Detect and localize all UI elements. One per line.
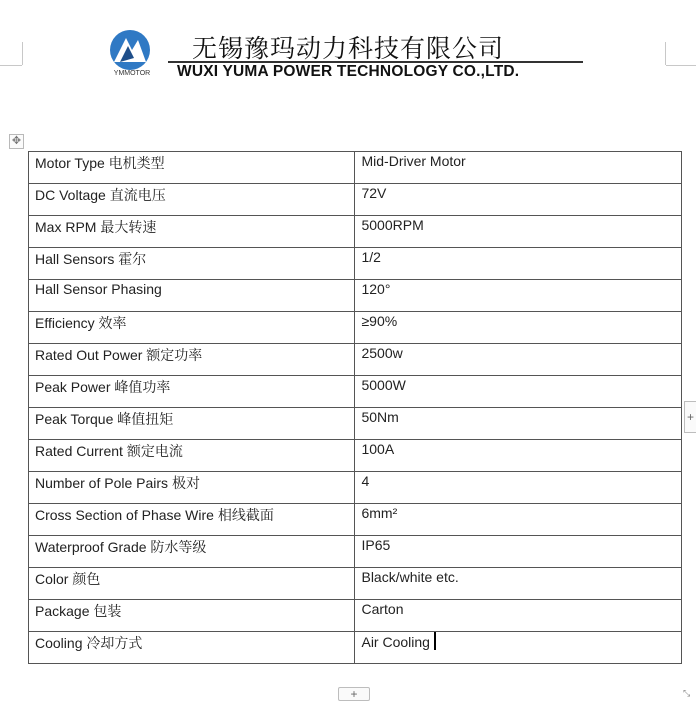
spec-value-cell[interactable] [355,312,682,344]
page-corner-mark [666,65,696,66]
spec-value: Carton [361,601,404,617]
spec-label: Max RPM 最大转速 [35,219,157,235]
spec-value: 4 [361,473,370,489]
spec-label-cell[interactable] [29,344,355,376]
spec-label: Waterproof Grade 防水等级 [35,539,207,555]
spec-label: Motor Type 电机类型 [35,155,165,171]
table-row [29,632,682,664]
table-row [29,248,682,280]
add-column-button[interactable]: + [684,401,696,433]
logo-text: YMMOTOR [113,70,151,77]
table-row [29,472,682,504]
spec-label-cell[interactable] [29,600,355,632]
spec-value-cell[interactable] [355,376,682,408]
spec-value: 6mm² [361,505,398,521]
spec-value-cell[interactable] [355,344,682,376]
spec-label-cell[interactable] [29,536,355,568]
table-move-handle-icon[interactable]: ✥ [9,134,24,149]
spec-label: Hall Sensor Phasing [35,281,162,297]
spec-label: Color 颜色 [35,571,101,587]
spec-label-cell[interactable] [29,376,355,408]
spec-value: 5000RPM [361,217,424,233]
page-corner-mark [0,65,22,66]
spec-value: Mid-Driver Motor [361,153,466,169]
spec-value-cell[interactable] [355,152,682,184]
spec-label: Hall Sensors 霍尔 [35,251,147,267]
spec-label: Peak Torque 峰值扭矩 [35,411,174,427]
spec-label-cell[interactable] [29,408,355,440]
spec-label: Package 包装 [35,603,122,619]
spec-value-cell[interactable] [355,632,682,664]
spec-value: 50Nm [361,409,399,425]
company-name-en: WUXI YUMA POWER TECHNOLOGY CO.,LTD. [177,63,520,80]
company-name-cn: 无锡豫玛动力科技有限公司 [192,34,505,63]
spec-label: Cooling 冷却方式 [35,635,143,651]
table-row [29,376,682,408]
spec-label-cell[interactable] [29,152,355,184]
table-row [29,184,682,216]
spec-value: 120° [361,281,391,297]
table-row [29,568,682,600]
spec-value: 2500w [361,345,403,361]
spec-value-cell[interactable] [355,504,682,536]
table-row [29,152,682,184]
spec-value-cell[interactable] [355,408,682,440]
spec-value: Air Cooling [361,634,430,650]
spec-value: Black/white etc. [361,569,459,585]
table-row [29,216,682,248]
table-row [29,440,682,472]
page-corner-mark [665,42,666,65]
table-row [29,344,682,376]
spec-value: 100A [361,441,395,457]
page-corner-mark [22,42,23,65]
spec-value-cell[interactable] [355,280,682,312]
spec-value-cell[interactable] [355,248,682,280]
spec-label-cell[interactable] [29,280,355,312]
spec-value-cell[interactable] [355,440,682,472]
text-cursor [434,632,436,650]
spec-label: Peak Power 峰值功率 [35,379,171,395]
add-row-button[interactable]: + [338,687,370,701]
table-row [29,312,682,344]
spec-label: Efficiency 效率 [35,315,127,331]
spec-label: Rated Out Power 额定功率 [35,347,203,363]
spec-label: DC Voltage 直流电压 [35,187,166,203]
spec-value-cell[interactable] [355,216,682,248]
spec-value: 5000W [361,377,406,393]
spec-value: ≥90% [361,313,398,329]
spec-label-cell[interactable] [29,248,355,280]
spec-label-cell[interactable] [29,472,355,504]
spec-label: Cross Section of Phase Wire 相线截面 [35,507,274,523]
spec-value-cell[interactable] [355,184,682,216]
spec-value-cell[interactable] [355,600,682,632]
table-resize-icon[interactable]: ⤡ [683,688,691,698]
spec-value: 1/2 [361,249,381,265]
table-row [29,504,682,536]
spec-label-cell[interactable] [29,568,355,600]
spec-table [28,151,682,664]
spec-value-cell[interactable] [355,536,682,568]
spec-label-cell[interactable] [29,632,355,664]
table-row [29,536,682,568]
spec-label-cell[interactable] [29,504,355,536]
spec-value-cell[interactable] [355,568,682,600]
spec-label-cell[interactable] [29,440,355,472]
spec-label: Rated Current 额定电流 [35,443,183,459]
table-row [29,600,682,632]
spec-value-cell[interactable] [355,472,682,504]
table-row [29,408,682,440]
spec-value: IP65 [361,537,391,553]
table-row [29,280,682,312]
spec-label-cell[interactable] [29,312,355,344]
spec-label-cell[interactable] [29,216,355,248]
spec-value: 72V [361,185,387,201]
spec-label-cell[interactable] [29,184,355,216]
spec-label: Number of Pole Pairs 极对 [35,475,200,491]
company-logo-icon [106,28,154,76]
